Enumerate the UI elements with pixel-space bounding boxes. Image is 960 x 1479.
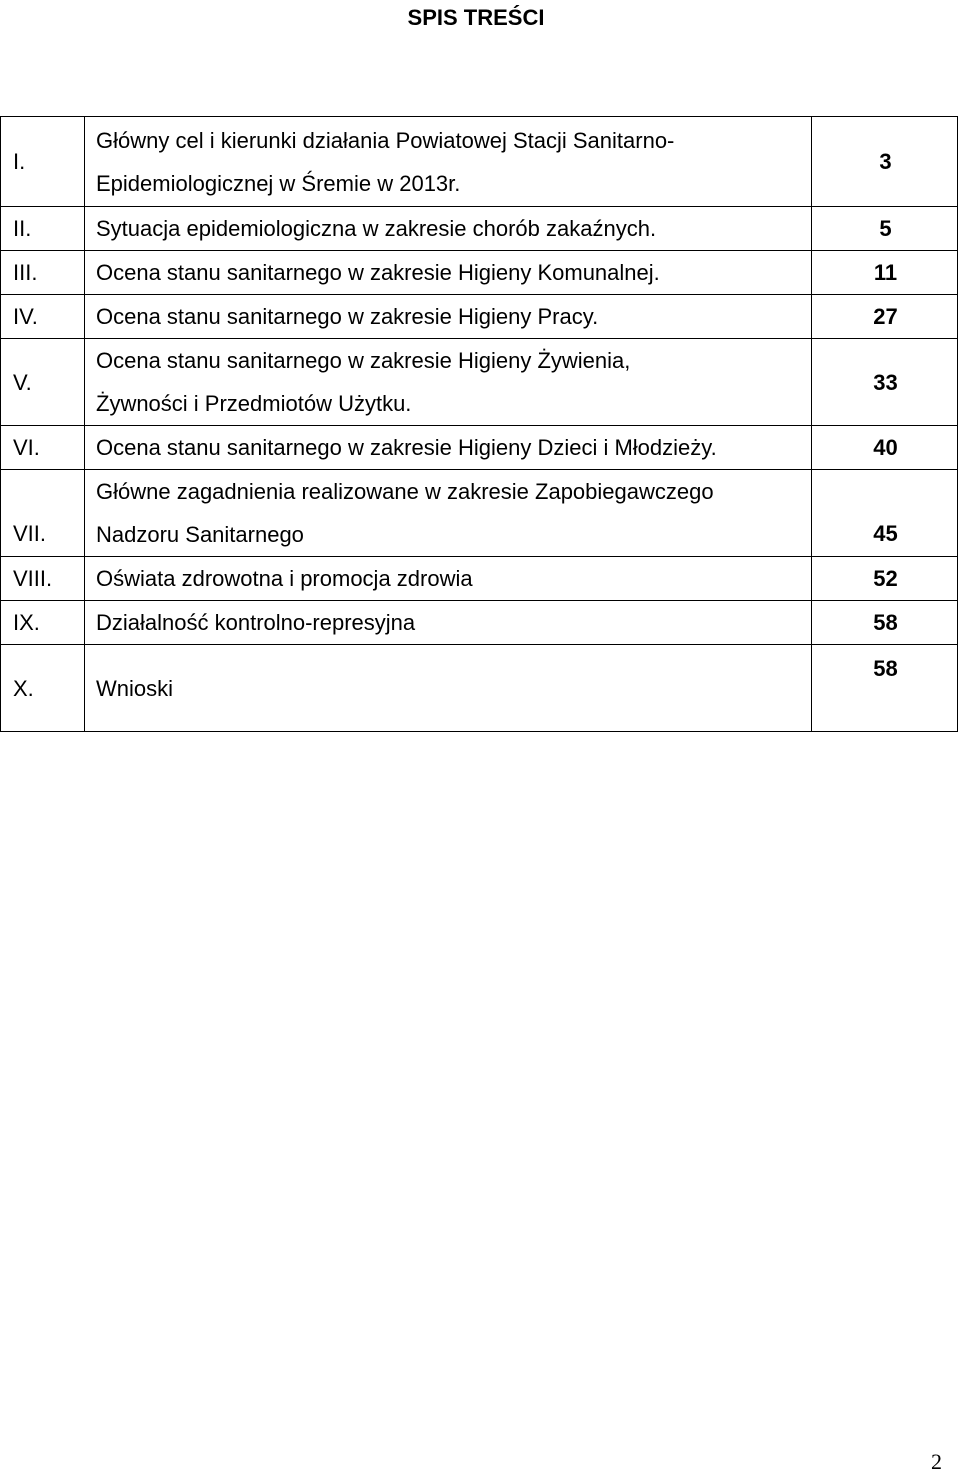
toc-row-1 <box>1 117 958 207</box>
toc-entry-title <box>85 339 812 426</box>
toc-entry-number: V. <box>1 339 85 426</box>
toc-entry-page: 11 <box>812 251 958 295</box>
toc-entry-title-line: Główny cel i kierunki działania Powiatowej Stacji Sanitarno- <box>96 127 675 153</box>
toc-row-8 <box>1 557 958 601</box>
toc-entry-page: 33 <box>812 339 958 426</box>
toc-row-5 <box>1 339 958 426</box>
toc-entry-title-line: Główne zagadnienia realizowane w zakresie Zapobiegawczego <box>96 479 714 504</box>
toc-entry-title-line: Nadzoru Sanitarnego <box>96 522 304 547</box>
toc-entry-number: VIII. <box>1 557 85 601</box>
toc-entry-page: 58 <box>812 601 958 645</box>
toc-entry-number: VI. <box>1 426 85 470</box>
toc-entry-title-line: Żywności i Przedmiotów Użytku. <box>96 391 412 416</box>
toc-entry-title: Oświata zdrowotna i promocja zdrowia <box>85 557 812 601</box>
toc-row-10 <box>1 645 958 732</box>
toc-entry-title: Wnioski <box>85 645 812 732</box>
toc-entry-title-line: Ocena stanu sanitarnego w zakresie Higieny Żywienia, <box>96 348 631 373</box>
toc-entry-page: 5 <box>812 207 958 251</box>
toc-entry-number: II. <box>1 207 85 251</box>
toc-row-4 <box>1 295 958 339</box>
toc-entry-title-line: Epidemiologicznej w Śremie w 2013r. <box>96 170 461 196</box>
toc-row-6 <box>1 426 958 470</box>
page-number: 2 <box>931 1449 942 1474</box>
toc-entry-title <box>85 117 812 207</box>
toc-entry-title <box>85 470 812 557</box>
toc-entry-number: IV. <box>1 295 85 339</box>
toc-entry-number: IX. <box>1 601 85 645</box>
toc-row-2 <box>1 207 958 251</box>
toc-entry-page: 52 <box>812 557 958 601</box>
toc-entry-number: I. <box>1 117 85 207</box>
toc-entry-number: X. <box>1 645 85 732</box>
toc-entry-title: Sytuacja epidemiologiczna w zakresie chorób zakaźnych. <box>85 207 812 251</box>
toc-entry-page: 27 <box>812 295 958 339</box>
document-title: SPIS TREŚCI <box>407 5 545 30</box>
toc-entry-title: Ocena stanu sanitarnego w zakresie Higieny Komunalnej. <box>85 251 812 295</box>
toc-entry-title: Działalność kontrolno-represyjna <box>85 601 812 645</box>
toc-row-9 <box>1 601 958 645</box>
toc-row-3 <box>1 251 958 295</box>
toc-entry-number: VII. <box>1 470 85 557</box>
toc-entry-page: 58 <box>812 645 958 732</box>
table-of-contents <box>0 116 958 732</box>
toc-entry-title: Ocena stanu sanitarnego w zakresie Higieny Pracy. <box>85 295 812 339</box>
toc-row-7 <box>1 470 958 557</box>
toc-entry-page: 40 <box>812 426 958 470</box>
toc-entry-page: 45 <box>812 470 958 557</box>
toc-entry-number: III. <box>1 251 85 295</box>
toc-entry-title: Ocena stanu sanitarnego w zakresie Higieny Dzieci i Młodzieży. <box>85 426 812 470</box>
toc-entry-page: 3 <box>812 117 958 207</box>
